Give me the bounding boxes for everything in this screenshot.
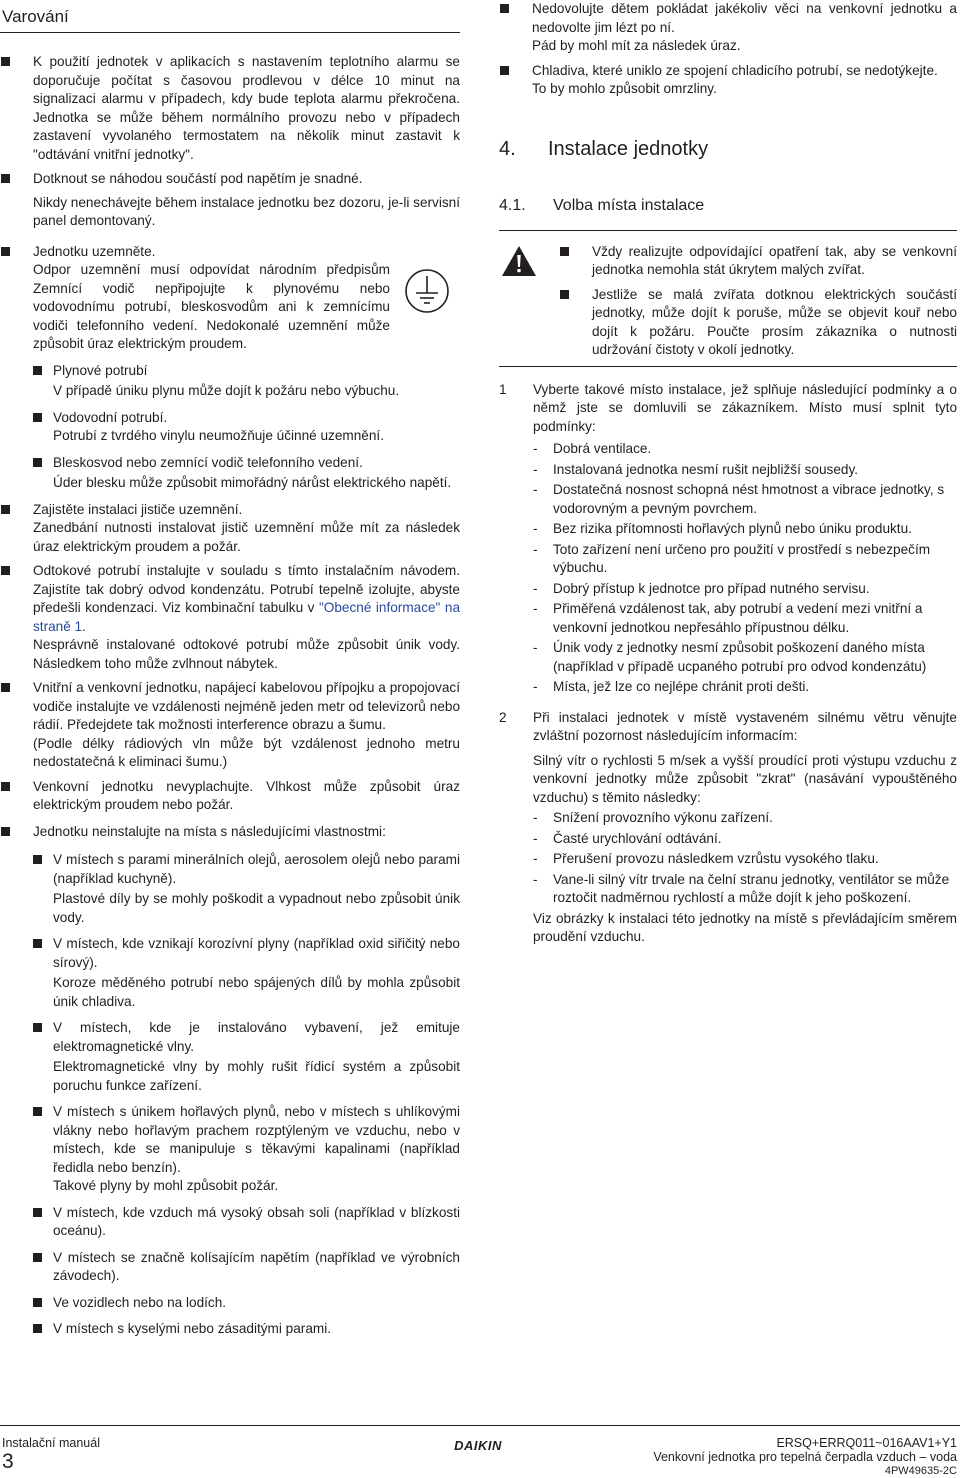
dash-marker: - — [533, 461, 538, 477]
bullet-text-part: Odtokové potrubí instalujte v souladu s tímto instalačním návodem. Zajistíte tak dobrý odvod kondenzátu. Potrubí tepelně izolujte, abyste předešli kondenzaci. Viz kombinační tabulku v — [33, 563, 460, 615]
dash-text: Toto zařízení není určeno pro použití v prostředí s nebezpečím výbuchu. — [553, 541, 931, 575]
sub-bullet-salt-air — [33, 1204, 460, 1241]
model-code: ERSQ+ERRQ011~016AAV1+Y1 — [776, 1436, 957, 1450]
sub-bullet-text: Takové plyny by mohl způsobit požár. — [53, 1178, 279, 1193]
dash-text: Místa, jež lze co nejlépe chránit proti dešti. — [553, 679, 810, 694]
dash-item — [533, 830, 957, 849]
warning-item-animals — [559, 243, 957, 280]
footer-right — [653, 1436, 957, 1478]
bullet-title: Jednotku uzemněte. — [33, 243, 156, 259]
dash-item — [533, 520, 957, 539]
daikin-logo — [440, 1438, 516, 1452]
bullet-text: K použití jednotek v aplikacích s nastavením teplotního alarmu se doporučuje počítat s časovou prodlevou v délce 10 minut na signalizaci alarmu v případech, kdy bude teplota alarmu překročena. Jednotka se může během normálního provozu nebo v případech zastavení vyvolaného termostatem na několik minut zastavit k "odtávání vnitřní jednotky". — [33, 54, 460, 162]
bullet-text-part: . — [82, 618, 86, 634]
item-text: Při instalaci jednotek v místě vystaveném silnému větru věnujte zvláštní pozornost následujícím informacím: — [533, 709, 957, 743]
sub-bullet-title: V místech, kde vznikají korozívní plyny (například oxid siřičitý nebo sírový). — [53, 936, 460, 970]
sub-bullet-vehicles — [33, 1294, 460, 1313]
dash-text: Instalovaná jednotka nesmí rušit nejbližší sousedy. — [553, 461, 859, 477]
bullet-text: Odpor uzemnění musí odpovídat národním předpisům Zemnící vodič nepřipojujte k plynovému nebo vodovodnímu potrubí, bleskosvodům ani k zemnícímu vodiči telefonního vedení. Nedokonalé uzemnění může způsobit úraz elektrickým proudem. — [33, 262, 390, 351]
bullet-text: Vnitřní a venkovní jednotku, napájecí kabelovou přípojku a propojovací vodiče instalujte ve vzdálenosti nejméně jeden metr od televizorů nebo rádií. Předejdete tak možnosti interference obrazu a šumu. — [33, 680, 460, 732]
right-column — [499, 0, 957, 947]
bullet-title: Nedovolujte dětem pokládat jakékoliv věci na venkovní jednotku a nedovolte jim lézt po ní. — [532, 1, 957, 35]
item-text: Viz obrázky k instalaci této jednotky na místě s převládajícím směrem proudění vzduchu. — [533, 910, 957, 944]
page-number: 3 — [2, 1450, 14, 1473]
dash-item — [533, 481, 957, 518]
dash-marker: - — [533, 541, 538, 557]
dash-item — [533, 461, 957, 480]
bullet-text: Venkovní jednotku nevyplachujte. Vlhkost může způsobit úraz elektrickým proudem nebo požár. — [33, 778, 460, 812]
dash-marker: - — [533, 830, 538, 846]
dash-marker: - — [533, 679, 538, 694]
item-text: Vyberte takové místo instalace, jež splňuje následující podmínky a o němž jste se domluvili se zákazníkem. Místo musí splnit tyto podmínky: — [533, 381, 957, 434]
warning-text: Jestliže se malá zvířata dotknou elektrických součástí jednotky, může dojít k poruše, může se objevit kouř nebo dojít k požáru. Poučte prosím zákazníka o nutnosti udržování čistoty v okolí jednotky. — [592, 286, 957, 357]
bullet-unsuitable-locations — [0, 823, 460, 1339]
dash-item — [533, 600, 957, 637]
dash-marker: - — [533, 441, 538, 456]
warning-triangle-icon — [501, 245, 537, 277]
sub-bullet-title: V místech, kde je instalováno vybavení, jež emituje elektromagnetické vlny. — [53, 1020, 460, 1054]
sub-bullet-text: V případě úniku plynu může dojít k požáru nebo výbuchu. — [53, 383, 400, 398]
dash-item — [533, 440, 957, 459]
bullet-interference — [0, 679, 460, 772]
bullet-title: Jednotku neinstalujte na místa s následujícími vlastnostmi: — [33, 823, 386, 839]
sub-bullet-text: Úder blesku může způsobit mimořádný nárůst elektrického napětí. — [53, 475, 452, 490]
dash-text: Dobrá ventilace. — [553, 441, 652, 456]
manual-label: Instalační manuál — [2, 1436, 100, 1450]
numbered-item-2 — [499, 709, 957, 947]
bullet-grounding — [0, 243, 460, 493]
dash-text: Přerušení provozu následkem vzrůstu vysokého tlaku. — [553, 851, 879, 866]
sub-bullet-corrosive-gas — [33, 935, 460, 1011]
item-number: 1 — [499, 381, 507, 397]
bullet-live-parts — [0, 170, 460, 231]
bullet-text: Pád by mohl mít za následek úraz. — [532, 38, 741, 53]
bullet-children — [499, 0, 957, 56]
item-number: 2 — [499, 709, 507, 725]
dash-item — [533, 850, 957, 869]
dash-marker: - — [533, 521, 538, 536]
bullet-no-rinse — [0, 778, 460, 815]
bullet-breaker — [0, 501, 460, 557]
dash-item — [533, 639, 957, 676]
sub-bullet-title: Vodovodní potrubí. — [53, 409, 168, 425]
sub-bullet-title: V místech s únikem hořlavých plynů, nebo v místech s uhlíkovými vlákny nebo hořlavým prachem rozptýleným ve vzduchu, nebo v místech, kde se manipuluje s těkavými kapalinami (například ředidla nebo benzín). — [53, 1104, 460, 1175]
bullet-text: To by mohlo způsobit omrzliny. — [532, 81, 717, 96]
dash-item — [533, 871, 957, 908]
bullet-refrigerant — [499, 62, 957, 99]
numbered-item-1 — [499, 381, 957, 697]
sub-bullet-em-waves — [33, 1019, 460, 1095]
bullet-text: Zanedbání nutnosti instalovat jistič uzemnění může mít za následek úraz elektrickým proudem a požár. — [33, 520, 460, 554]
bullet-title: Zajistěte instalaci jističe uzemnění. — [33, 501, 243, 517]
bullet-text: (Podle délky rádiových vln může být vzdálenost jednoho metru nedostatečná k eliminaci šumu.) — [33, 735, 460, 769]
dash-text: Dostatečná nosnost schopná nést hmotnost a vibrace jednotky, s vodorovným a pevným povrchem. — [553, 482, 945, 516]
dash-text: Únik vody z jednotky nesmí způsobit poškození daného místa (například v případě ucpaného potrubí pro odvod kondenzátu) — [553, 640, 927, 674]
dash-marker: - — [533, 871, 538, 887]
warning-item-cleanliness — [559, 286, 957, 360]
cross-reference-link[interactable]: "Obecné informace" na straně 1 — [33, 600, 461, 634]
sub-bullet-text: Potrubí z tvrdého vinylu neumožňuje účinné uzemnění. — [53, 428, 384, 443]
page-footer — [0, 1425, 960, 1476]
sub-bullet-oil-vapour — [33, 851, 460, 927]
sub-bullet-text: Plastové díly by se mohly poškodit a vypadnout nebo způsobit únik vody. — [53, 891, 460, 925]
sub-bullet-title: V místech se značně kolísajícím napětím (například ve výrobních závodech). — [53, 1249, 460, 1283]
dash-marker: - — [533, 851, 538, 866]
subsection-number: 4.1. — [499, 196, 526, 214]
sub-bullet-text: Koroze měděného potrubí nebo spájených dílů by mohla způsobit únik chladiva. — [53, 975, 460, 1009]
sub-bullet-title: V místech s kyselými nebo zásaditými parami. — [53, 1321, 332, 1336]
section-number: 4. — [499, 137, 516, 160]
product-name: Venkovní jednotka pro tepelná čerpadla vzduch – voda — [653, 1450, 957, 1464]
dash-item — [533, 541, 957, 578]
dash-text: Časté urychlování odtávání. — [553, 830, 722, 846]
dash-text: Bez rizika přítomnosti hořlavých plynů nebo úniku produktu. — [553, 521, 912, 536]
dash-item — [533, 580, 957, 599]
bullet-text: Nesprávně instalované odtokové potrubí může způsobit únik vody. Následkem toho může zvlhnout nábytek. — [33, 637, 460, 671]
dash-text: Dobrý přístup k jednotce pro případ nutného servisu. — [553, 580, 870, 596]
bullet-alarm-delay — [0, 53, 460, 164]
dash-marker: - — [533, 580, 538, 596]
dash-marker: - — [533, 601, 538, 616]
warning-box — [499, 230, 957, 367]
sub-bullet-title: V místech, kde vzduch má vysoký obsah soli (například v blízkosti oceánu). — [53, 1204, 460, 1238]
dash-text: Vane-li silný vítr trvale na čelní stranu jednotky, ventilátor se může roztočit nadměrnou rychlostí a může dojít k jeho poškození. — [553, 871, 950, 905]
sub-bullet-water-pipe — [33, 409, 460, 446]
dash-marker: - — [533, 810, 538, 825]
sub-bullet-acid-vapour — [33, 1320, 460, 1339]
earth-ground-icon — [403, 267, 451, 315]
bullet-title: Chladiva, které uniklo ze spojení chladicího potrubí, se nedotýkejte. — [532, 62, 938, 78]
sub-bullet-text: Elektromagnetické vlny by mohly rušit řídicí systém a způsobit poruchu funkce zařízení. — [53, 1059, 460, 1093]
section-heading — [499, 137, 957, 161]
section-title: Instalace jednotky — [548, 137, 709, 160]
warning-text: Vždy realizujte odpovídající opatření tak, aby se venkovní jednotka nemohla stát úkrytem malých zvířat. — [592, 243, 957, 277]
sub-bullet-title: Ve vozidlech nebo na lodích. — [53, 1294, 227, 1310]
sub-bullet-title: Plynové potrubí — [53, 362, 148, 378]
dash-marker: - — [533, 640, 538, 655]
dash-marker: - — [533, 482, 538, 497]
dash-list — [533, 809, 957, 908]
dash-text: Přiměřená vzdálenost tak, aby potrubí a vedení mezi vnitřní a venkovní jednotkou nepřesáhlo přípustnou délku. — [553, 601, 923, 635]
dash-list — [533, 440, 957, 697]
sub-bullet-title: V místech s parami minerálních olejů, aerosolem olejů nebo parami (například kuchyně). — [53, 852, 460, 886]
dash-text: Snížení provozního výkonu zařízení. — [553, 810, 773, 825]
subsection-heading — [499, 196, 957, 216]
sub-bullet-flammable-gas — [33, 1103, 460, 1196]
item-text: Silný vítr o rychlosti 5 m/sek a vyšší proudící proti výstupu vzduchu z venkovní jednotky může způsobit "zkrat" (nasávání vypouštěného vzduchu) s těmito následky: — [533, 752, 957, 805]
sub-bullet-lightning-rod — [33, 454, 460, 493]
sub-bullet-title: Bleskosvod nebo zemnící vodič telefonního vedení. — [53, 454, 363, 470]
bullet-text — [33, 562, 460, 636]
bullet-title: Dotknout se náhodou součástí pod napětím je snadné. — [33, 171, 363, 186]
dash-item — [533, 809, 957, 828]
document-code: 4PW49635-2C — [884, 1465, 957, 1477]
bullet-drain-pipe — [0, 562, 460, 673]
dash-item — [533, 678, 957, 697]
left-column — [0, 0, 460, 1339]
subsection-title: Volba místa instalace — [553, 196, 705, 214]
bullet-text: Nikdy nenechávejte během instalace jednotku bez dozoru, je-li servisní panel demontovaný. — [33, 194, 460, 228]
warning-heading: Varování — [0, 0, 460, 33]
svg-text:DAIKIN: DAIKIN — [454, 1438, 502, 1452]
sub-bullet-voltage — [33, 1249, 460, 1286]
sub-bullet-gas-pipe — [33, 362, 460, 401]
